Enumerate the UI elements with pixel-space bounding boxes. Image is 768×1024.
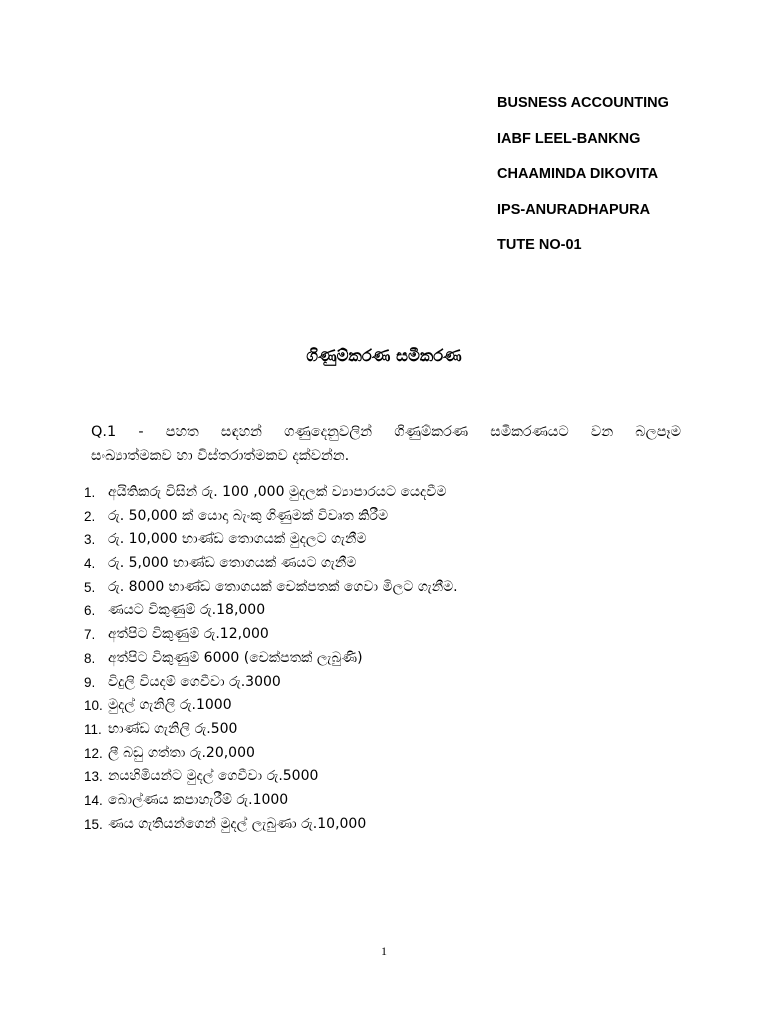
list-item-text: විදුලි වියදම් ගෙවීවා රු.3000 — [108, 673, 281, 690]
list-item — [84, 742, 458, 766]
page-number: 1 — [381, 944, 387, 958]
list-item-text: අත්පිට විකුණුම් 6000 (චෙක්පතක් ලැබුණි) — [108, 649, 363, 666]
author-name: CHAAMINDA DIKOVITA — [497, 166, 659, 182]
list-item-text: අත්පිට විකුණුම් රු.12,000 — [108, 626, 269, 643]
list-item — [84, 694, 458, 718]
list-item-number: 8. — [84, 650, 96, 666]
list-item-number: 10. — [84, 698, 103, 714]
list-item-number: 15. — [84, 816, 103, 832]
list-item — [84, 623, 458, 647]
list-item-text: රු. 50,000 ක් යොදා බැංකු ගිණුමක් විවෘත කිරීම — [108, 507, 389, 524]
list-item — [84, 576, 458, 600]
list-item-text: බොල්ණය කපාහැරීම් රු.1000 — [108, 791, 289, 808]
list-item — [84, 528, 458, 552]
document-header — [497, 94, 757, 272]
list-item-number: 11. — [84, 721, 102, 737]
list-item-number: 9. — [84, 674, 96, 690]
list-item-number: 14. — [84, 792, 103, 808]
list-item-number: 2. — [84, 508, 96, 524]
list-item-text: අයිතිකරු විසින් රු. 100 ,000 මුදලක් ව්‍යාපාරයට යෙදවීම — [108, 484, 447, 500]
list-item-text: රු. 8000 භාණ්ඩ තොගයක් චෙක්පතක් ගෙවා මිලට ගැනීම. — [108, 578, 458, 595]
list-item-text: නයහිමියන්ට මුදල් ගෙවීවා රු.5000 — [108, 768, 319, 785]
list-item — [84, 647, 458, 671]
list-item — [84, 599, 458, 623]
list-item-text: මුදල් ගැනිලි රු.1000 — [108, 697, 232, 714]
page-title: ගිණුම්කරණ සමීකරණ — [306, 346, 462, 365]
list-item-number: 3. — [84, 532, 96, 548]
list-item-number: 7. — [84, 627, 96, 643]
list-item-number: 5. — [84, 579, 96, 595]
list-item — [84, 789, 458, 813]
list-item-number: 1. — [84, 485, 96, 500]
institute-name: IPS-ANURADHAPURA — [497, 201, 651, 218]
list-item-text: ලී බඩු ගත්තා රු.20,000 — [108, 744, 255, 761]
course-title: BUSNESS ACCOUNTING — [497, 95, 669, 111]
list-item — [84, 481, 458, 505]
list-item — [84, 671, 458, 695]
list-item — [84, 718, 458, 742]
list-item-text: භාණ්ඩ ගැනිලි රු.500 — [108, 720, 238, 737]
list-item — [84, 765, 458, 789]
list-item-number: 6. — [84, 603, 96, 619]
question-line-2: සංඛ්‍යාත්මකව හා විස්තරාත්මකව දක්වන්න. — [91, 448, 350, 464]
list-item — [84, 552, 458, 576]
list-item — [84, 813, 458, 837]
question-text — [91, 420, 681, 468]
course-level: IABF LEEL-BANKNG — [497, 130, 641, 147]
list-item-text: රු. 10,000 භාණ්ඩ තොගයක් මුදලට ගැනීම — [108, 531, 367, 548]
list-item — [84, 505, 458, 529]
list-item-text: ණය ගැතියන්ගෙන් මුදල් ලැබුණා රු.10,000 — [108, 815, 367, 832]
question-line-1: Q.1 - පහත සඳහන් ගණුදෙනුවලින් ගිණුම්කරණ සමීකරණයට වන බලපෑම — [91, 424, 681, 440]
list-item-number: 13. — [84, 769, 103, 785]
list-item-number: 4. — [84, 556, 96, 572]
list-item-text: රු. 5,000 භාණ්ඩ තොගයක් ණයට ගැනීම — [108, 555, 357, 572]
list-item-number: 12. — [84, 745, 103, 761]
transaction-list — [84, 481, 458, 836]
list-item-text: ණයට විකුණුම් රු.18,000 — [108, 602, 266, 619]
tute-number: TUTE NO-01 — [497, 237, 582, 253]
